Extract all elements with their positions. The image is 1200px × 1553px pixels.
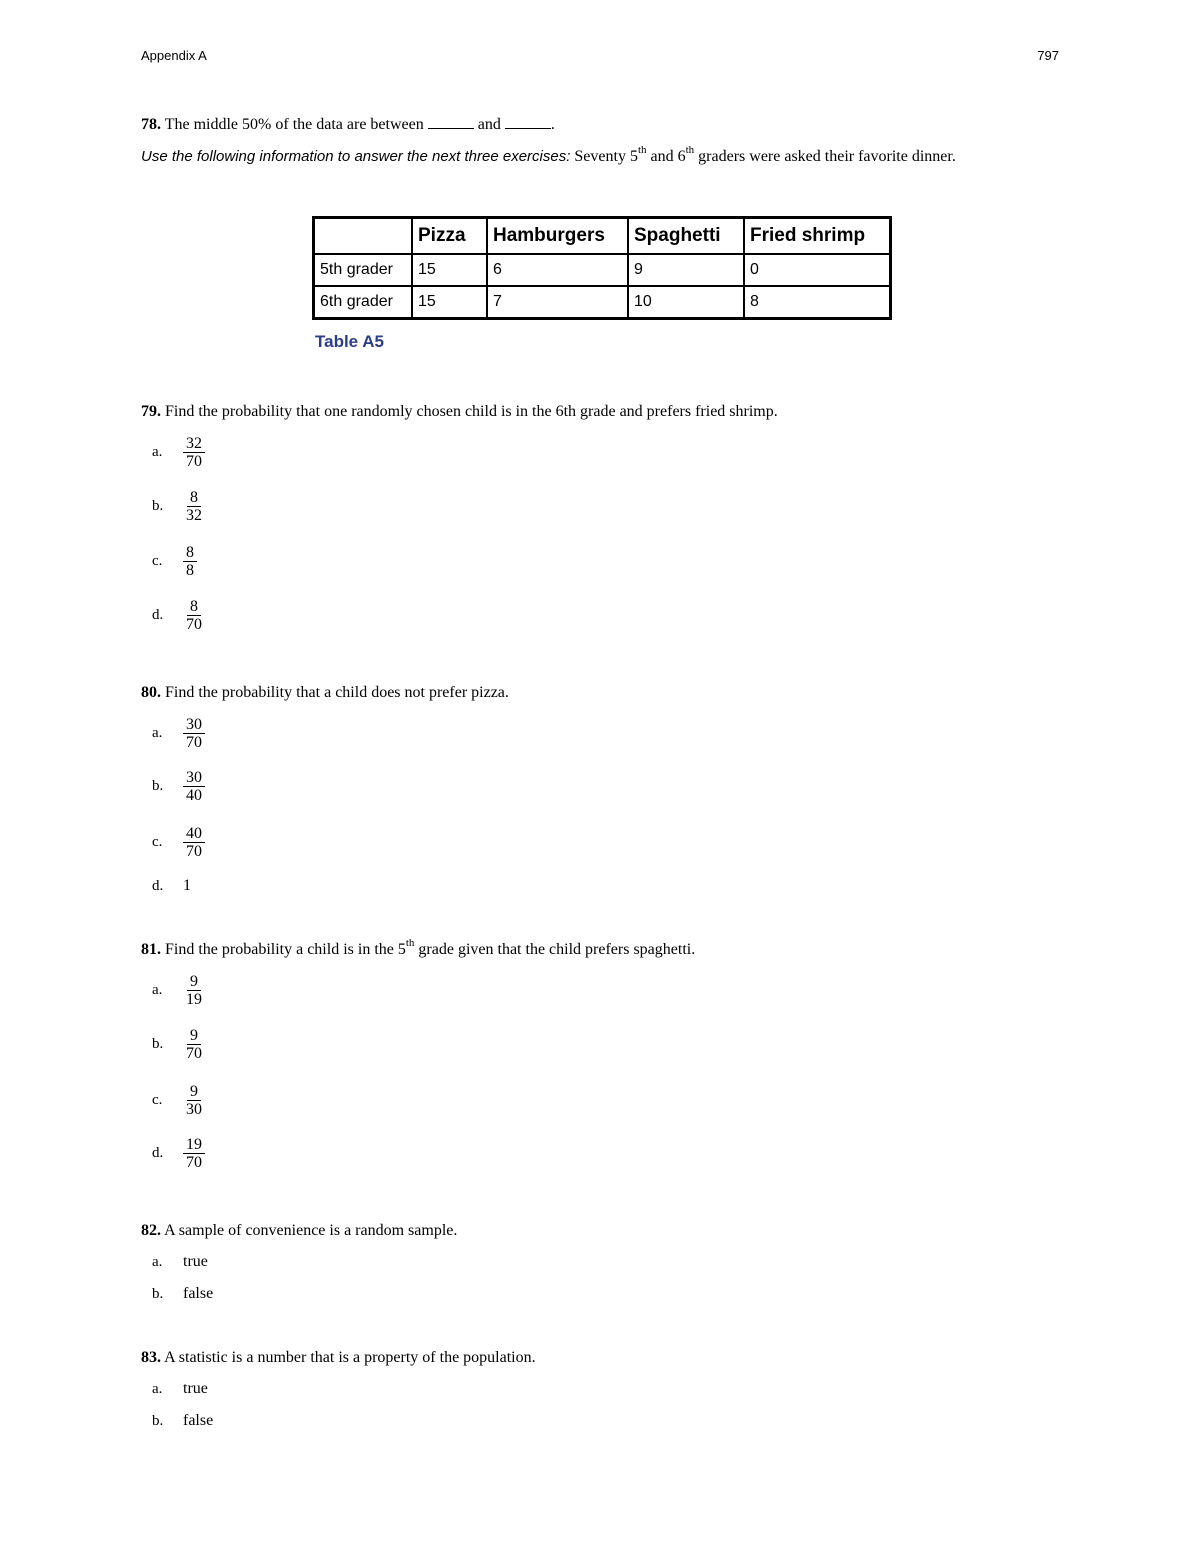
- answer-option[interactable]: [152, 1274, 213, 1314]
- option-letter: c.: [152, 552, 163, 569]
- answer-blank: [428, 114, 474, 129]
- table-cell: 15: [412, 254, 487, 286]
- fraction: [183, 435, 205, 470]
- answer-option[interactable]: [152, 541, 197, 581]
- fraction: [183, 973, 205, 1008]
- denominator: 70: [186, 615, 202, 633]
- option-value: false: [183, 1412, 214, 1429]
- table-header-cell: Spaghetti: [628, 218, 744, 255]
- table-row: [314, 286, 891, 319]
- period: .: [550, 116, 555, 133]
- answer-blank: [505, 114, 551, 129]
- denominator: 70: [186, 452, 202, 470]
- table-header-row: [314, 218, 891, 255]
- numerator: 40: [183, 825, 205, 843]
- option-letter: a.: [152, 1253, 163, 1270]
- option-value: true: [183, 1380, 208, 1397]
- option-value: 1: [183, 877, 191, 894]
- intro-italic: Use the following information to answer the next three exercises:: [141, 148, 571, 165]
- answer-option[interactable]: [152, 970, 205, 1010]
- answer-option[interactable]: [152, 1024, 205, 1064]
- denominator: 19: [186, 990, 202, 1008]
- question-number: 81.: [141, 941, 161, 958]
- answer-option[interactable]: [152, 486, 205, 526]
- answer-option[interactable]: [152, 1080, 205, 1120]
- question-number: 80.: [141, 684, 161, 701]
- table-caption: Table A5: [315, 332, 384, 351]
- table-cell: 15: [412, 286, 487, 319]
- sup: th: [637, 143, 647, 156]
- page-number: 797: [1037, 48, 1059, 63]
- sup: th: [685, 143, 695, 156]
- table-cell: 6th grader: [314, 286, 413, 319]
- fraction: [183, 489, 205, 524]
- question-text: Find the probability a child is in the 5: [165, 941, 406, 958]
- option-letter: a.: [152, 443, 163, 460]
- answer-option[interactable]: [152, 1133, 205, 1173]
- table-cell: 9: [628, 254, 744, 286]
- fraction: [183, 716, 205, 751]
- numerator: 9: [187, 973, 201, 991]
- numerator: 19: [183, 1136, 205, 1154]
- table-header-cell: [314, 218, 413, 255]
- option-letter: b.: [152, 1285, 164, 1302]
- question-text-2: grade given that the child prefers spaghetti.: [418, 941, 696, 958]
- question-82: [141, 1220, 457, 1242]
- sup: th: [405, 936, 415, 949]
- question-number: 82.: [141, 1222, 161, 1239]
- question-text: A sample of convenience is a random sample.: [164, 1222, 458, 1239]
- numerator: 30: [183, 769, 205, 787]
- denominator: 40: [186, 786, 202, 804]
- question-text: The middle 50% of the data are between: [164, 116, 424, 133]
- table-cell: 6: [487, 254, 628, 286]
- intro-text-3: graders were asked their favorite dinner.: [698, 148, 956, 165]
- running-header: Appendix A: [141, 48, 207, 63]
- table-cell: 10: [628, 286, 744, 319]
- option-letter: c.: [152, 833, 163, 850]
- option-letter: d.: [152, 1144, 164, 1161]
- numerator: 8: [183, 544, 197, 562]
- option-letter: a.: [152, 1380, 163, 1397]
- option-letter: a.: [152, 981, 163, 998]
- question-text-and: and: [477, 116, 501, 133]
- denominator: 70: [186, 842, 202, 860]
- option-letter: c.: [152, 1091, 163, 1108]
- question-number: 79.: [141, 403, 161, 420]
- dinner-preference-table: [312, 216, 892, 320]
- fraction: [183, 598, 205, 633]
- answer-option[interactable]: [152, 432, 205, 472]
- option-value: true: [183, 1253, 208, 1270]
- denominator: 70: [186, 733, 202, 751]
- numerator: 8: [187, 598, 201, 616]
- answer-option[interactable]: [152, 1401, 213, 1441]
- option-letter: d.: [152, 606, 164, 623]
- option-letter: d.: [152, 877, 164, 894]
- answer-option[interactable]: [152, 866, 191, 906]
- question-83: [141, 1347, 536, 1369]
- intro-text-2: and 6: [650, 148, 686, 165]
- option-letter: b.: [152, 777, 164, 794]
- question-text: A statistic is a number that is a property of the population.: [164, 1349, 536, 1366]
- option-letter: a.: [152, 724, 163, 741]
- denominator: 70: [186, 1044, 202, 1062]
- table-cell: 0: [744, 254, 891, 286]
- fraction: [183, 769, 205, 804]
- numerator: 32: [183, 435, 205, 453]
- table-cell: 8: [744, 286, 891, 319]
- denominator: 30: [186, 1100, 202, 1118]
- fraction: [183, 1027, 205, 1062]
- option-letter: b.: [152, 1035, 164, 1052]
- question-number: 83.: [141, 1349, 161, 1366]
- answer-option[interactable]: [152, 766, 205, 806]
- option-letter: b.: [152, 497, 164, 514]
- fraction: [183, 544, 197, 579]
- question-81: [141, 936, 696, 961]
- fraction: [183, 1136, 205, 1171]
- numerator: 9: [187, 1083, 201, 1101]
- denominator: 32: [186, 506, 202, 524]
- fraction: [183, 825, 205, 860]
- answer-option[interactable]: [152, 595, 205, 635]
- exercise-intro: [141, 145, 1059, 168]
- question-text: Find the probability that a child does not prefer pizza.: [165, 684, 509, 701]
- table-cell: 5th grader: [314, 254, 413, 286]
- numerator: 30: [183, 716, 205, 734]
- denominator: 8: [186, 561, 194, 579]
- table-header-cell: Hamburgers: [487, 218, 628, 255]
- question-number: 78.: [141, 116, 161, 133]
- numerator: 9: [187, 1027, 201, 1045]
- question-80: [141, 682, 509, 704]
- option-letter: b.: [152, 1412, 164, 1429]
- intro-text-1: Seventy 5: [574, 148, 638, 165]
- denominator: 70: [186, 1153, 202, 1171]
- question-text: Find the probability that one randomly chosen child is in the 6th grade and prefers fried shrimp.: [165, 403, 778, 420]
- question-79: [141, 401, 778, 423]
- fraction: [183, 1083, 205, 1118]
- option-value: false: [183, 1285, 214, 1302]
- table-header-cell: Pizza: [412, 218, 487, 255]
- answer-option[interactable]: [152, 822, 205, 862]
- table-cell: 7: [487, 286, 628, 319]
- table-row: [314, 254, 891, 286]
- question-78: [141, 114, 555, 136]
- numerator: 8: [187, 489, 201, 507]
- table-header-cell: Fried shrimp: [744, 218, 891, 255]
- answer-option[interactable]: [152, 713, 205, 753]
